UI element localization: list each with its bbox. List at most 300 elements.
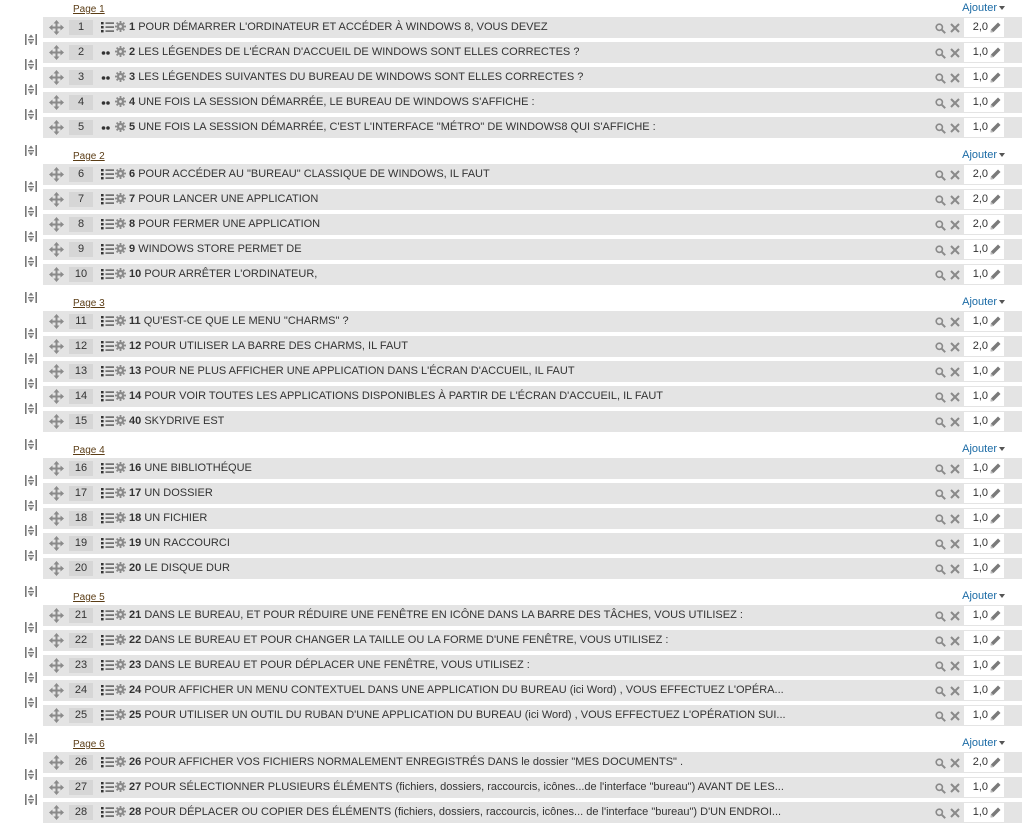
search-icon[interactable]	[935, 392, 946, 403]
page-link-5[interactable]: Page 5	[73, 592, 105, 603]
question-text[interactable]	[129, 336, 408, 357]
page-break-icon[interactable]	[25, 475, 37, 486]
page-break-icon[interactable]	[25, 109, 37, 120]
move-icon[interactable]	[49, 805, 64, 820]
max-mark-value: 1,0	[972, 46, 988, 58]
close-icon[interactable]	[950, 808, 960, 818]
question-number: 21	[69, 608, 93, 623]
pencil-icon[interactable]	[990, 97, 1001, 108]
question-text[interactable]	[129, 67, 583, 88]
search-icon[interactable]	[935, 48, 946, 59]
pencil-icon[interactable]	[990, 391, 1001, 402]
search-icon[interactable]	[935, 758, 946, 769]
search-icon[interactable]	[935, 686, 946, 697]
gear-icon[interactable]	[115, 96, 126, 107]
close-icon[interactable]	[950, 270, 960, 280]
question-text[interactable]	[129, 311, 349, 332]
add-menu-button[interactable]	[962, 296, 1005, 308]
gear-icon[interactable]	[115, 21, 126, 32]
move-icon[interactable]	[49, 314, 64, 329]
page-break-icon[interactable]	[25, 794, 37, 805]
pencil-icon[interactable]	[990, 47, 1001, 58]
question-slot	[40, 187, 1022, 212]
multichoice-icon	[101, 341, 115, 352]
question-slot	[40, 15, 1022, 40]
close-icon[interactable]	[950, 783, 960, 793]
gear-icon[interactable]	[115, 462, 126, 473]
search-icon[interactable]	[935, 636, 946, 647]
max-mark-value: 1,0	[972, 562, 988, 574]
question-row	[43, 605, 1022, 626]
pencil-icon[interactable]	[990, 463, 1001, 474]
pencil-icon[interactable]	[990, 660, 1001, 671]
question-text[interactable]	[129, 802, 781, 823]
max-mark-box	[964, 412, 1004, 431]
gear-icon[interactable]	[115, 315, 126, 326]
gear-icon[interactable]	[115, 634, 126, 645]
search-icon[interactable]	[935, 564, 946, 575]
close-icon[interactable]	[950, 636, 960, 646]
max-mark-box	[964, 43, 1004, 62]
question-text[interactable]	[129, 411, 224, 432]
question-slot	[40, 628, 1022, 653]
page-break-icon[interactable]	[25, 206, 37, 217]
move-icon[interactable]	[49, 267, 64, 282]
question-id: 18	[129, 512, 142, 524]
page-link-2[interactable]: Page 2	[73, 151, 105, 162]
close-icon[interactable]	[950, 245, 960, 255]
search-icon[interactable]	[935, 317, 946, 328]
question-text[interactable]	[129, 605, 743, 626]
search-icon[interactable]	[935, 711, 946, 722]
close-icon[interactable]	[950, 711, 960, 721]
add-menu-button[interactable]	[962, 443, 1005, 455]
page-break-icon[interactable]	[25, 353, 37, 364]
pencil-icon[interactable]	[990, 757, 1001, 768]
gear-icon[interactable]	[115, 487, 126, 498]
page-break-icon[interactable]	[25, 500, 37, 511]
question-text[interactable]	[129, 214, 320, 235]
question-text[interactable]	[129, 705, 786, 726]
question-text[interactable]	[129, 680, 784, 701]
page-break-icon[interactable]	[25, 550, 37, 561]
question-text[interactable]	[129, 92, 535, 113]
multichoice-icon	[101, 391, 115, 402]
question-label: UNE FOIS LA SESSION DÉMARRÉE, C'EST L'INTERFACE "MÉTRO" DE WINDOWS8 QUI S'AFFICHE :	[138, 121, 656, 133]
question-label: WINDOWS STORE PERMET DE	[138, 243, 302, 255]
question-row	[43, 483, 1022, 504]
move-icon[interactable]	[49, 683, 64, 698]
close-icon[interactable]	[950, 220, 960, 230]
pencil-icon[interactable]	[990, 610, 1001, 621]
question-text[interactable]	[129, 655, 530, 676]
search-icon[interactable]	[935, 661, 946, 672]
page-break-icon[interactable]	[25, 181, 37, 192]
move-icon[interactable]	[49, 217, 64, 232]
question-row	[43, 386, 1022, 407]
pencil-icon[interactable]	[990, 194, 1001, 205]
question-id: 5	[129, 121, 136, 133]
search-icon[interactable]	[935, 270, 946, 281]
close-icon[interactable]	[950, 686, 960, 696]
move-icon[interactable]	[49, 755, 64, 770]
gear-icon[interactable]	[115, 193, 126, 204]
search-icon[interactable]	[935, 808, 946, 819]
question-text[interactable]	[129, 630, 668, 651]
close-icon[interactable]	[950, 342, 960, 352]
pencil-icon[interactable]	[990, 807, 1001, 818]
search-icon[interactable]	[935, 611, 946, 622]
gear-icon[interactable]	[115, 243, 126, 254]
gear-icon[interactable]	[115, 709, 126, 720]
close-icon[interactable]	[950, 611, 960, 621]
close-icon[interactable]	[950, 392, 960, 402]
pencil-icon[interactable]	[990, 122, 1001, 133]
pencil-icon[interactable]	[990, 269, 1001, 280]
question-slot	[40, 531, 1022, 556]
search-icon[interactable]	[935, 23, 946, 34]
truefalse-icon	[101, 47, 115, 58]
question-label: POUR ARRÊTER L'ORDINATEUR,	[144, 268, 318, 280]
gear-icon[interactable]	[115, 562, 126, 573]
question-number: 1	[69, 20, 93, 35]
question-label: POUR LANCER UNE APPLICATION	[138, 193, 319, 205]
move-icon[interactable]	[49, 414, 64, 429]
question-number: 13	[69, 364, 93, 379]
multichoice-icon	[101, 782, 115, 793]
gear-icon[interactable]	[115, 415, 126, 426]
page-break-icon[interactable]	[25, 586, 37, 597]
move-icon[interactable]	[49, 120, 64, 135]
question-slot	[40, 359, 1022, 384]
search-icon[interactable]	[935, 514, 946, 525]
gear-icon[interactable]	[115, 756, 126, 767]
pencil-icon[interactable]	[990, 488, 1001, 499]
add-menu-button[interactable]	[962, 149, 1005, 161]
question-number: 3	[69, 70, 93, 85]
move-icon[interactable]	[49, 192, 64, 207]
max-mark-box	[964, 706, 1004, 725]
gear-icon[interactable]	[115, 512, 126, 523]
search-icon[interactable]	[935, 539, 946, 550]
multichoice-icon	[101, 416, 115, 427]
page-header	[40, 584, 1022, 603]
search-icon[interactable]	[935, 367, 946, 378]
move-icon[interactable]	[49, 364, 64, 379]
max-mark-value: 1,0	[972, 781, 988, 793]
multichoice-icon	[101, 219, 115, 230]
close-icon[interactable]	[950, 123, 960, 133]
add-label: Ajouter	[962, 737, 997, 749]
pencil-icon[interactable]	[990, 219, 1001, 230]
gear-icon[interactable]	[115, 71, 126, 82]
page-break-icon[interactable]	[25, 256, 37, 267]
page-header	[40, 290, 1022, 309]
caret-down-icon	[999, 300, 1005, 304]
search-icon[interactable]	[935, 489, 946, 500]
question-text[interactable]	[129, 533, 230, 554]
max-mark-value: 2,0	[972, 21, 988, 33]
gear-icon[interactable]	[115, 365, 126, 376]
caret-down-icon	[999, 6, 1005, 10]
move-icon[interactable]	[49, 461, 64, 476]
question-row	[43, 777, 1022, 798]
question-row	[43, 458, 1022, 479]
question-slot	[40, 653, 1022, 678]
page-break-icon[interactable]	[25, 84, 37, 95]
question-text[interactable]	[129, 752, 683, 773]
pencil-icon[interactable]	[990, 244, 1001, 255]
page-break-icon[interactable]	[25, 769, 37, 780]
page-break-icon[interactable]	[25, 525, 37, 536]
question-label: POUR AFFICHER VOS FICHIERS NORMALEMENT ENREGISTRÉS DANS le dossier "MES DOCUMENTS" .	[144, 756, 684, 768]
page-break-icon[interactable]	[25, 439, 37, 450]
search-icon[interactable]	[935, 98, 946, 109]
question-text[interactable]	[129, 777, 784, 798]
close-icon[interactable]	[950, 23, 960, 33]
move-icon[interactable]	[49, 339, 64, 354]
page-break-icon[interactable]	[25, 672, 37, 683]
gear-icon[interactable]	[115, 268, 126, 279]
search-icon[interactable]	[935, 220, 946, 231]
question-text[interactable]	[129, 386, 663, 407]
question-label: POUR DÉPLACER OU COPIER DES ÉLÉMENTS (fichiers, dossiers, raccourcis, icônes... de l'interface "bureau") D'UN ENDROI...	[144, 806, 782, 818]
page-break-icon[interactable]	[25, 59, 37, 70]
max-mark-box	[964, 631, 1004, 650]
page-break-icon[interactable]	[25, 733, 37, 744]
close-icon[interactable]	[950, 564, 960, 574]
question-slot	[40, 603, 1022, 628]
question-text[interactable]	[129, 264, 317, 285]
search-icon[interactable]	[935, 123, 946, 134]
question-slot	[40, 262, 1022, 287]
close-icon[interactable]	[950, 417, 960, 427]
move-icon[interactable]	[49, 389, 64, 404]
question-number: 8	[69, 217, 93, 232]
close-icon[interactable]	[950, 661, 960, 671]
move-icon[interactable]	[49, 633, 64, 648]
search-icon[interactable]	[935, 342, 946, 353]
add-menu-button[interactable]	[962, 2, 1005, 14]
move-icon[interactable]	[49, 536, 64, 551]
search-icon[interactable]	[935, 195, 946, 206]
gear-icon[interactable]	[115, 46, 126, 57]
pencil-icon[interactable]	[990, 366, 1001, 377]
page-link-6[interactable]: Page 6	[73, 739, 105, 750]
question-text[interactable]	[129, 361, 575, 382]
move-icon[interactable]	[49, 45, 64, 60]
pencil-icon[interactable]	[990, 72, 1001, 83]
question-text[interactable]	[129, 189, 318, 210]
move-icon[interactable]	[49, 561, 64, 576]
close-icon[interactable]	[950, 489, 960, 499]
question-text[interactable]	[129, 483, 213, 504]
pencil-icon[interactable]	[990, 169, 1001, 180]
max-mark-value: 1,0	[972, 659, 988, 671]
pencil-icon[interactable]	[990, 22, 1001, 33]
max-mark-box	[964, 190, 1004, 209]
search-icon[interactable]	[935, 417, 946, 428]
question-text[interactable]	[129, 17, 548, 38]
search-icon[interactable]	[935, 245, 946, 256]
multichoice-icon	[101, 463, 115, 474]
question-label: DANS LE BUREAU ET POUR DÉPLACER UNE FENÊTRE, VOUS UTILISEZ :	[144, 659, 530, 671]
gear-icon[interactable]	[115, 390, 126, 401]
move-icon[interactable]	[49, 708, 64, 723]
max-mark-box	[964, 68, 1004, 87]
close-icon[interactable]	[950, 73, 960, 83]
search-icon[interactable]	[935, 73, 946, 84]
gear-icon[interactable]	[115, 340, 126, 351]
pencil-icon[interactable]	[990, 635, 1001, 646]
pencil-icon[interactable]	[990, 513, 1001, 524]
page-break-icon[interactable]	[25, 231, 37, 242]
move-icon[interactable]	[49, 780, 64, 795]
pencil-icon[interactable]	[990, 341, 1001, 352]
multichoice-icon	[101, 22, 115, 33]
question-text[interactable]	[129, 239, 302, 260]
gear-icon[interactable]	[115, 121, 126, 132]
page-break-icon[interactable]	[25, 378, 37, 389]
pencil-icon[interactable]	[990, 710, 1001, 721]
question-text[interactable]	[129, 458, 252, 479]
pencil-icon[interactable]	[990, 316, 1001, 327]
question-number: 17	[69, 486, 93, 501]
pencil-icon[interactable]	[990, 538, 1001, 549]
question-id: 24	[129, 684, 142, 696]
max-mark-value: 1,0	[972, 512, 988, 524]
search-icon[interactable]	[935, 464, 946, 475]
question-row	[43, 311, 1022, 332]
max-mark-value: 2,0	[972, 756, 988, 768]
question-slot	[40, 775, 1022, 800]
move-icon[interactable]	[49, 608, 64, 623]
multichoice-icon	[101, 316, 115, 327]
question-id: 11	[129, 315, 141, 327]
page-break-icon[interactable]	[25, 328, 37, 339]
page-link-1[interactable]: Page 1	[73, 4, 105, 15]
move-icon[interactable]	[49, 70, 64, 85]
question-number: 25	[69, 708, 93, 723]
close-icon[interactable]	[950, 317, 960, 327]
gear-icon[interactable]	[115, 609, 126, 620]
close-icon[interactable]	[950, 98, 960, 108]
gear-icon[interactable]	[115, 781, 126, 792]
question-slot	[40, 800, 1022, 825]
close-icon[interactable]	[950, 464, 960, 474]
gear-icon[interactable]	[115, 537, 126, 548]
question-slot	[40, 309, 1022, 334]
close-icon[interactable]	[950, 539, 960, 549]
page-break-icon[interactable]	[25, 647, 37, 658]
move-icon[interactable]	[49, 20, 64, 35]
close-icon[interactable]	[950, 758, 960, 768]
question-number: 18	[69, 511, 93, 526]
pencil-icon[interactable]	[990, 782, 1001, 793]
max-mark-value: 1,0	[972, 634, 988, 646]
question-number: 20	[69, 561, 93, 576]
move-icon[interactable]	[49, 511, 64, 526]
search-icon[interactable]	[935, 170, 946, 181]
gear-icon[interactable]	[115, 218, 126, 229]
question-slot	[40, 384, 1022, 409]
question-row	[43, 164, 1022, 185]
question-number: 12	[69, 339, 93, 354]
add-menu-button[interactable]	[962, 737, 1005, 749]
max-mark-value: 1,0	[972, 96, 988, 108]
question-label: POUR UTILISER UN OUTIL DU RUBAN D'UNE APPLICATION DU BUREAU (ici Word) , VOUS EFFECTUEZ L'OPÉRATION SUI...	[144, 709, 786, 721]
max-mark-box	[964, 337, 1004, 356]
page-break-icon[interactable]	[25, 292, 37, 303]
add-menu-button[interactable]	[962, 590, 1005, 602]
question-number: 9	[69, 242, 93, 257]
question-text[interactable]	[129, 508, 207, 529]
max-mark-box	[964, 215, 1004, 234]
page-break-gutter	[0, 0, 40, 830]
gear-icon[interactable]	[115, 806, 126, 817]
question-slot	[40, 750, 1022, 775]
max-mark-box	[964, 753, 1004, 772]
question-slot	[40, 115, 1022, 140]
question-number: 22	[69, 633, 93, 648]
max-mark-box	[964, 312, 1004, 331]
max-mark-value: 1,0	[972, 365, 988, 377]
move-icon[interactable]	[49, 658, 64, 673]
page-break-icon[interactable]	[25, 403, 37, 414]
move-icon[interactable]	[49, 486, 64, 501]
question-text[interactable]	[129, 164, 490, 185]
page-link-3[interactable]: Page 3	[73, 298, 105, 309]
gear-icon[interactable]	[115, 659, 126, 670]
page-link-4[interactable]: Page 4	[73, 445, 105, 456]
page-break-icon[interactable]	[25, 622, 37, 633]
page-break-icon[interactable]	[25, 34, 37, 45]
multichoice-icon	[101, 635, 115, 646]
question-row	[43, 189, 1022, 210]
move-icon[interactable]	[49, 242, 64, 257]
question-label: UNE BIBLIOTHÉQUE	[144, 462, 252, 474]
question-row	[43, 752, 1022, 773]
question-number: 23	[69, 658, 93, 673]
pencil-icon[interactable]	[990, 416, 1001, 427]
pencil-icon[interactable]	[990, 685, 1001, 696]
question-id: 14	[129, 390, 142, 402]
gear-icon[interactable]	[115, 168, 126, 179]
close-icon[interactable]	[950, 48, 960, 58]
move-icon[interactable]	[49, 95, 64, 110]
gear-icon[interactable]	[115, 684, 126, 695]
close-icon[interactable]	[950, 170, 960, 180]
move-icon[interactable]	[49, 167, 64, 182]
question-number: 2	[69, 45, 93, 60]
multichoice-icon	[101, 807, 115, 818]
page-break-icon[interactable]	[25, 697, 37, 708]
close-icon[interactable]	[950, 514, 960, 524]
question-text[interactable]	[129, 42, 579, 63]
question-label: POUR SÉLECTIONNER PLUSIEURS ÉLÉMENTS (fichiers, dossiers, raccourcis, icônes...de l'interface "bureau") AVANT DE LES...	[144, 781, 784, 793]
close-icon[interactable]	[950, 367, 960, 377]
max-mark-value: 1,0	[972, 390, 988, 402]
question-slot	[40, 703, 1022, 728]
page-break-icon[interactable]	[25, 145, 37, 156]
question-number: 19	[69, 536, 93, 551]
question-text[interactable]	[129, 117, 656, 138]
close-icon[interactable]	[950, 195, 960, 205]
question-text[interactable]	[129, 558, 230, 579]
search-icon[interactable]	[935, 783, 946, 794]
pencil-icon[interactable]	[990, 563, 1001, 574]
question-slot	[40, 456, 1022, 481]
